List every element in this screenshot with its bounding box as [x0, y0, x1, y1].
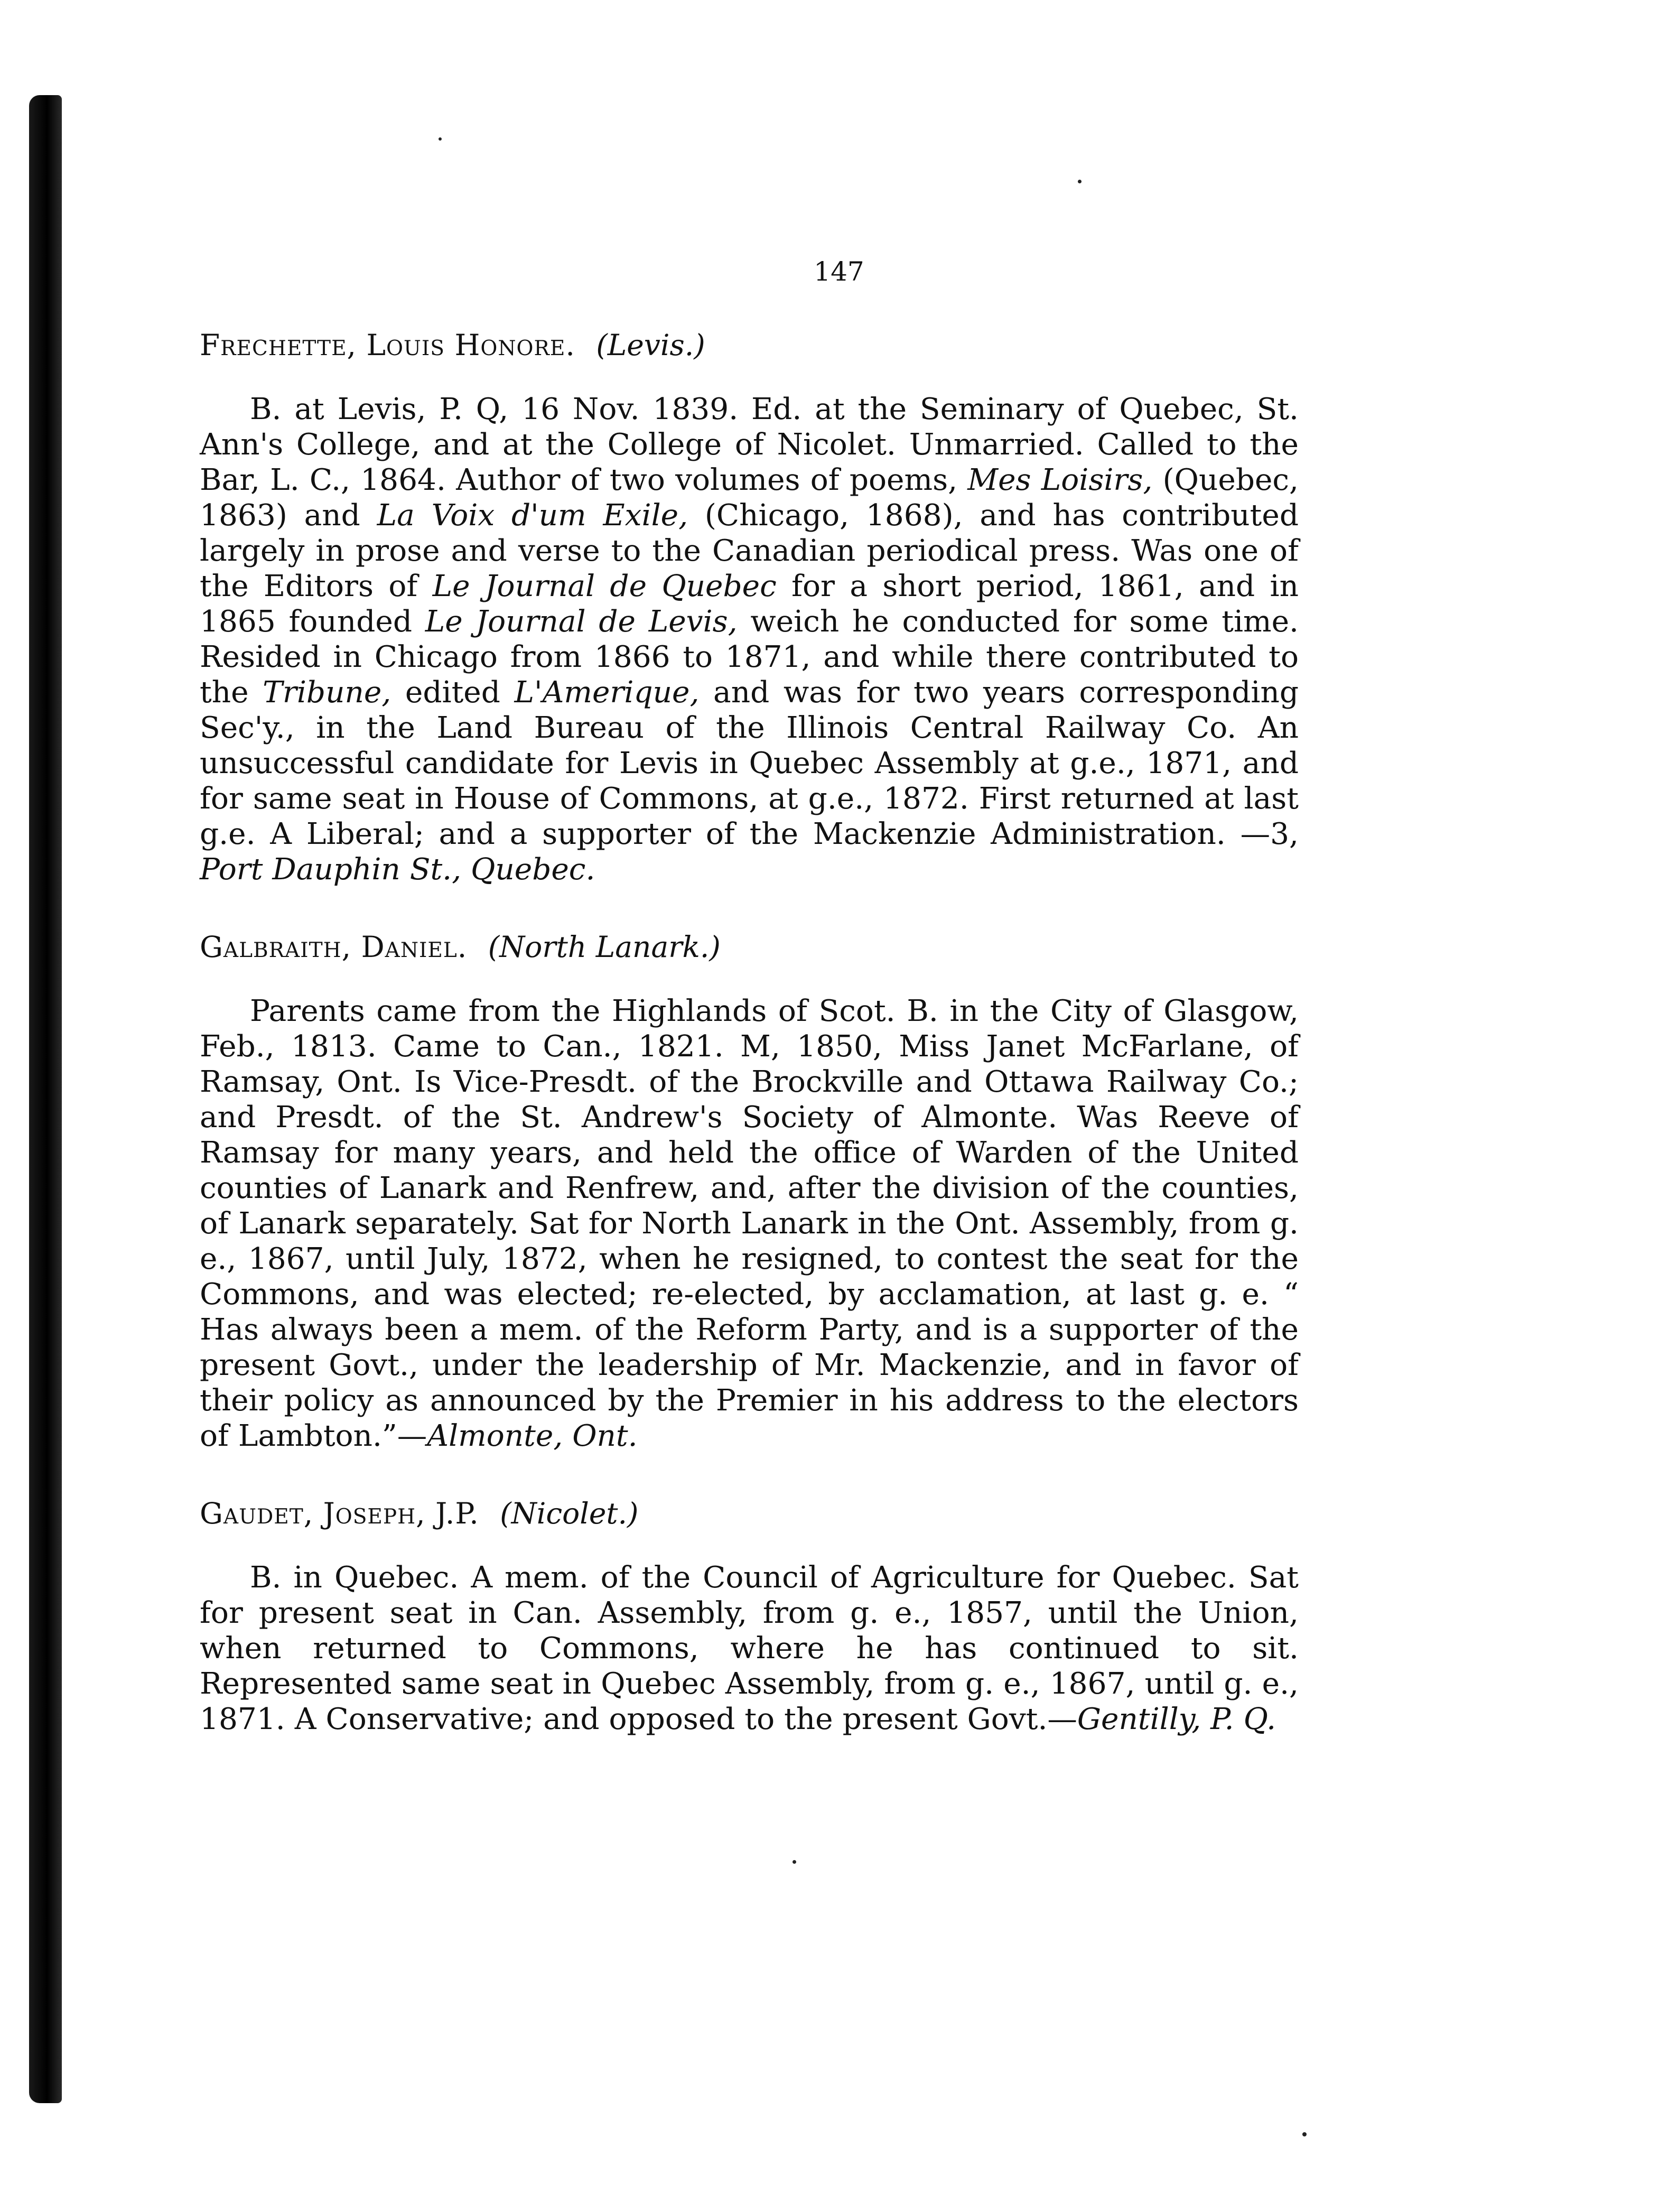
member-name: Frechette, Louis Honore.	[200, 328, 575, 362]
body-text: for a short period, 1861, and in 1865 founded	[200, 569, 1299, 639]
italic-text: Le Journal de Quebec	[432, 569, 777, 603]
italic-text: Tribune,	[263, 675, 391, 710]
body-text: B. at Levis, P. Q, 16 Nov. 1839. Ed. at the Seminary of Quebec, St. Ann's College, and at the College of Nicolet. Unmarried. Called to the Bar, L. C., 1864. Author of two volumes of poems,	[200, 392, 1299, 497]
electoral-district: (Nicolet.)	[500, 1497, 639, 1530]
entry-body	[200, 993, 1299, 1454]
scan-speck	[793, 1860, 796, 1864]
entry-heading	[200, 1496, 1299, 1531]
italic-text: Port Dauphin St., Quebec.	[200, 852, 595, 887]
page-number: 147	[814, 256, 864, 287]
member-name: Gaudet, Joseph, J.P.	[200, 1497, 479, 1530]
body-text: Parents came from the Highlands of Scot. B. in the City of Glasgow, Feb., 1813. Came to Can., 1821. M, 1850, Miss Janet McFarlane, of Ramsay, Ont. Is Vice-Presdt. of the Brockville and Ottawa Railway Co.; and Presdt. of the St. Andrew's Society of Almonte. Was Reeve of Ramsay for many years, and held the office of Warden of the United counties of Lanark and Renfrew, and, after the division of the counties, of Lanark separately. Sat for North Lanark in the Ont. Assembly, from g. e., 1867, until July, 1872, when he resigned, to contest the seat for the Commons, and was elected; re-elected, by acclamation, at last g. e. “ Has always been a mem. of the Reform Party, and is a supporter of the present Govt., under the leadership of Mr. Mackenzie, and in favor of their policy as announced by the Premier in his address to the electors of Lambton.”—	[200, 994, 1299, 1453]
scan-speck	[1078, 180, 1082, 183]
body-text: and was for two years corresponding Sec'y., in the Land Bureau of the Illinois Central Railway Co. An unsuccessful candidate for Levis in Quebec Assembly at g.e., 1871, and for same seat in House of Commons, at g.e., 1872. First returned at last g.e. A Liberal; and a supporter of the Mackenzie Administration. —3,	[200, 675, 1299, 851]
italic-text: L'Amerique,	[514, 675, 700, 710]
scan-speck	[1302, 2132, 1307, 2136]
electoral-district: (Levis.)	[596, 328, 705, 362]
member-name: Galbraith, Daniel.	[200, 930, 468, 964]
italic-text: Almonte, Ont.	[427, 1419, 638, 1453]
italic-text: La Voix d'um Exile,	[377, 498, 688, 533]
book-binding-edge	[29, 95, 62, 2103]
electoral-district: (North Lanark.)	[488, 930, 721, 964]
entry-frechette	[200, 328, 1299, 887]
body-text: edited	[391, 675, 515, 710]
body-text: weich he conducted for some time. Resided in Chicago from 1866 to 1871, and while there contributed to the	[200, 605, 1299, 710]
italic-text: Gentilly, P. Q.	[1077, 1702, 1276, 1736]
entry-heading	[200, 328, 1299, 363]
scan-speck	[439, 137, 442, 141]
italic-text: Mes Loisirs,	[967, 463, 1153, 497]
body-text: (Quebec, 1863) and	[200, 463, 1299, 533]
entry-galbraith	[200, 930, 1299, 1454]
entry-body	[200, 392, 1299, 887]
entry-heading	[200, 930, 1299, 964]
body-text: (Chicago, 1868), and has contributed largely in prose and verse to the Canadian periodical press. Was one of the Editors of	[200, 498, 1299, 603]
directory-text	[200, 328, 1299, 1779]
entry-gaudet	[200, 1496, 1299, 1737]
entry-body	[200, 1560, 1299, 1737]
body-text: B. in Quebec. A mem. of the Council of Agriculture for Quebec. Sat for present seat in Can. Assembly, from g. e., 1857, until the Union, when returned to Commons, where he has continued to sit. Represented same seat in Quebec Assembly, from g. e., 1867, until g. e., 1871. A Conservative; and opposed to the present Govt.—	[200, 1560, 1299, 1736]
italic-text: Le Journal de Levis,	[425, 605, 738, 639]
